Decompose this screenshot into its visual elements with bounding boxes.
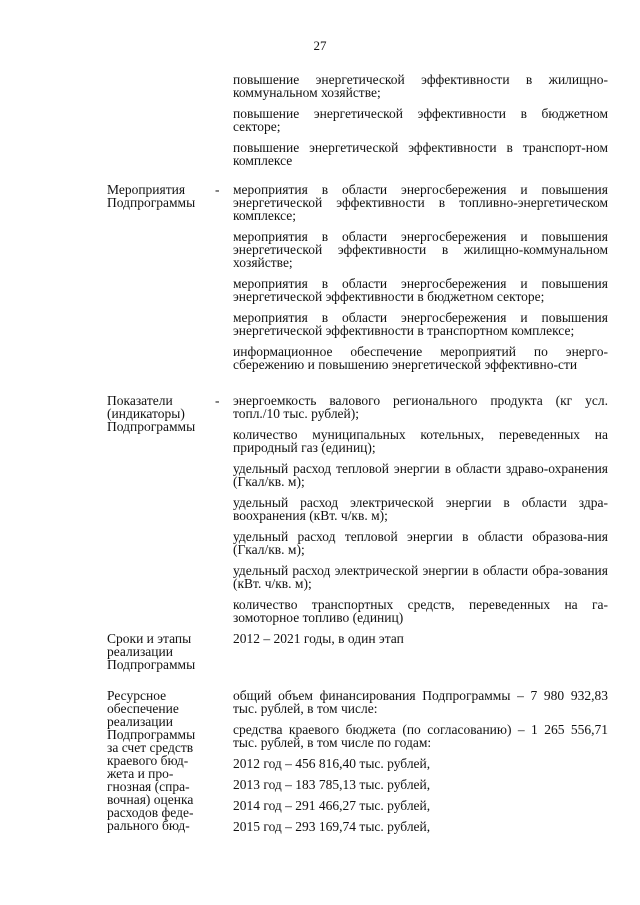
list-item: удельный расход тепловой энергии в области здраво-охранения (Гкал/кв. м);	[233, 461, 608, 489]
list-item: повышение энергетической эффективности в транспорт-ном комплексе	[233, 140, 608, 168]
list-item: 2012 год – 456 816,40 тыс. рублей,	[233, 756, 431, 771]
list-item: общий объем финансирования Подпрограммы – 7 980 932,83 тыс. рублей, в том числе:	[233, 688, 608, 716]
list-item: 2012 – 2021 годы, в один этап	[233, 631, 404, 646]
list-item: 2013 год – 183 785,13 тыс. рублей,	[233, 777, 431, 792]
row-label: Сроки и этапы реализации Подпрограммы	[107, 631, 196, 672]
list-item: удельный расход электрической энергии в области обра-зования (кВт. ч/кв. м);	[233, 563, 608, 591]
list-item: средства краевого бюджета (по согласованию) – 1 265 556,71 тыс. рублей, в том числе по годам:	[233, 722, 608, 750]
list-item: 2014 год – 291 466,27 тыс. рублей,	[233, 798, 431, 813]
list-item: повышение энергетической эффективности в жилищно-коммунальном хозяйстве;	[233, 72, 608, 100]
list-item: количество транспортных средств, переведенных на га-зомоторное топливо (единиц)	[233, 597, 608, 625]
list-item: энергоемкость валового регионального продукта (кг усл. топл./10 тыс. рублей);	[233, 393, 608, 421]
page-number: 27	[313, 38, 327, 53]
list-item: мероприятия в области энергосбережения и повышения энергетической эффективности в транспортном комплексе;	[233, 310, 608, 338]
list-item: повышение энергетической эффективности в бюджетном секторе;	[233, 106, 608, 134]
list-item: мероприятия в области энергосбережения и повышения энергетической эффективности в бюджетном секторе;	[233, 276, 608, 304]
list-item: мероприятия в области энергосбережения и повышения энергетической эффективности в жилищно-коммунальном хозяйстве;	[233, 229, 608, 270]
row-label: Ресурсное обеспечение реализации Подпрограммы за счет средств краевого бюд-жета и про-гнозная (спра-вочная) оценка расходов феде-рального бюд-	[107, 688, 196, 833]
list-item: мероприятия в области энергосбережения и повышения энергетической эффективности в топливно-энергетическом комплексе;	[233, 182, 608, 223]
list-item: 2015 год – 293 169,74 тыс. рублей,	[233, 819, 431, 834]
row-label: Мероприятия Подпрограммы	[107, 182, 196, 210]
row-dash: -	[215, 393, 220, 408]
list-item: количество муниципальных котельных, переведенных на природный газ (единиц);	[233, 427, 608, 455]
intro-items	[233, 73, 608, 167]
list-item: удельный расход тепловой энергии в области образова-ния (Гкал/кв. м);	[233, 529, 608, 557]
list-item: удельный расход электрической энергии в области здра-воохранения (кВт. ч/кв. м);	[233, 495, 608, 523]
row-dash: -	[215, 182, 220, 197]
row-items	[233, 394, 608, 624]
row-items	[233, 632, 608, 645]
row-items	[233, 689, 608, 833]
row-label: Показатели (индикаторы) Подпрограммы	[107, 393, 196, 434]
list-item: информационное обеспечение мероприятий по энерго-сбережению и повышению энергетической эффективно-сти	[233, 344, 608, 372]
row-items	[233, 183, 608, 371]
